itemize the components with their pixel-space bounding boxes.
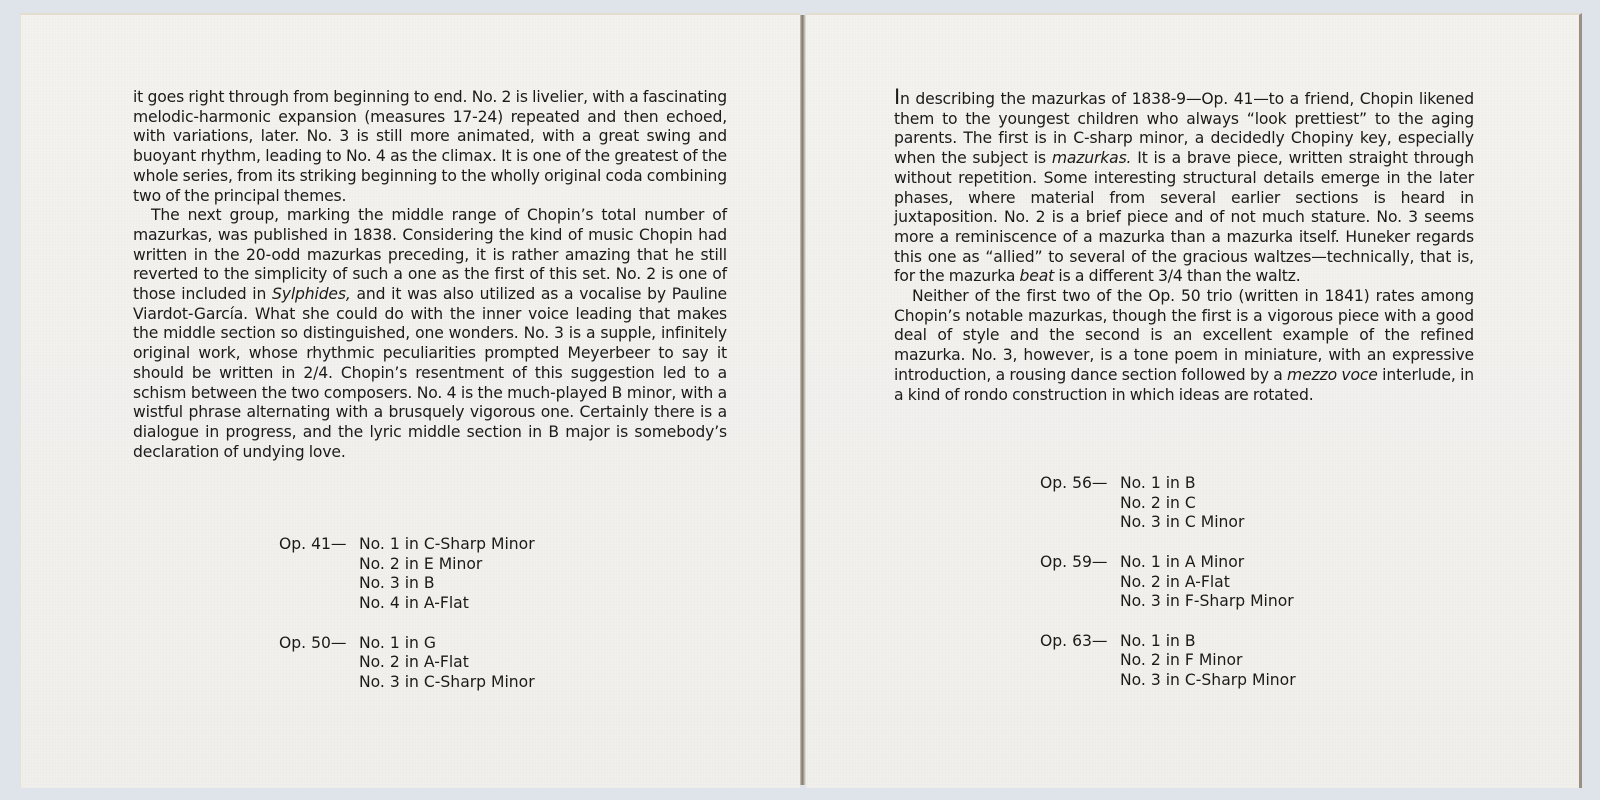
opus-item: No. 2 in A-Flat [1120, 572, 1230, 591]
italic-text: mazurkas. [1051, 149, 1132, 168]
opus-group [1040, 632, 1296, 691]
opus-label [279, 594, 359, 614]
opus-label [279, 574, 359, 594]
left-opus-list [279, 535, 535, 712]
text-run: n describing the mazurkas of 1838-9—Op. 41—to a friend, Chopin likened them to the youngest children who always “look prettiest” to the aging parents. The first is in C-sharp minor, a decidedly Chopiny key, especially when the subject is [894, 90, 1474, 168]
opus-label [1040, 651, 1120, 671]
right-opus-list [1040, 474, 1296, 710]
opus-item: No. 2 in A-Flat [359, 653, 469, 672]
opus-row [1040, 513, 1296, 533]
opus-item: No. 1 in C-Sharp Minor [359, 535, 535, 553]
opus-item: No. 2 in C [1120, 493, 1196, 512]
text-run: and it was also utilized as a vocalise by Pauline Viardot-García. What she could do with the inner voice leading that makes the middle section so distinguished, one wonders. No. 3 is a supple, infinitely original work, whose rhythmic peculiarities prompted Meyerbeer to say it should be written in 2/4. Chopin’s resentment of this suggestion led to a schism between the two composers. No. 4 is the much-played B minor, with a wistful phrase alternating with a brusquely vigorous one. Certainly there is a dialogue in progress, and the lyric middle section in B major is somebody’s declaration of undying love. [133, 285, 727, 461]
opus-row [1040, 592, 1296, 612]
opus-label [1040, 513, 1120, 533]
opus-label: Op. 63— [1040, 631, 1108, 650]
opus-row [279, 634, 535, 654]
opus-row [279, 594, 535, 614]
text-run: It is a brave piece, written straight through without repetition. Some interesting structural details emerge in the later phases, where material from several earlier sections is heard in juxtaposition. No. 2 is a brief piece and of not much stature. No. 3 seems more a reminiscence of a mazurka than a mazurka itself. Huneker regards this one as “allied” to several of the gracious waltzes—technically, that is, for the mazurka [894, 149, 1474, 286]
opus-item: No. 1 in A Minor [1120, 552, 1245, 571]
opus-row [1040, 494, 1296, 514]
paragraph [894, 87, 1474, 287]
opus-label: Op. 50— [279, 633, 347, 652]
opus-item: No. 3 in C-Sharp Minor [359, 672, 535, 691]
opus-row [1040, 651, 1296, 671]
text-run: Neither of the first two of the Op. 50 trio (written in 1841) rates among Chopin’s notable mazurkas, though the first is a vigorous piece with a good deal of style and the second is an excellent example of the refined mazurka. No. 3, however, is a tone poem in miniature, with an expressive introduction, a rousing dance section followed by a [894, 287, 1474, 384]
opus-label [1040, 494, 1120, 514]
italic-text: beat [1019, 267, 1055, 286]
opus-row [279, 535, 535, 555]
opus-item: No. 1 in B [1120, 474, 1196, 492]
opus-label [1040, 592, 1120, 612]
opus-label [279, 555, 359, 575]
right-page [806, 13, 1582, 788]
opus-label: Op. 56— [1040, 474, 1108, 492]
opus-row [1040, 553, 1296, 573]
paragraph [894, 287, 1474, 405]
text-run: interlude, in a kind of rondo construction in which ideas are rotated. [894, 365, 1475, 404]
drop-cap: I [894, 85, 901, 109]
opus-group [279, 634, 535, 693]
opus-label [279, 673, 359, 693]
opus-row [279, 555, 535, 575]
opus-row [1040, 474, 1296, 494]
text-run: is a different 3/4 than the waltz. [1054, 267, 1301, 286]
opus-label: Op. 59— [1040, 552, 1108, 571]
opus-item: No. 1 in G [359, 633, 436, 652]
opus-item: No. 2 in F Minor [1120, 651, 1243, 670]
opus-item: No. 3 in C Minor [1120, 513, 1245, 532]
opus-item: No. 2 in E Minor [359, 554, 483, 573]
opus-item: No. 1 in B [1120, 631, 1196, 650]
opus-label: Op. 41— [279, 535, 347, 553]
italic-text: Sylphides, [272, 285, 351, 304]
opus-row [1040, 573, 1296, 593]
opus-group [1040, 474, 1296, 533]
paragraph [133, 88, 727, 206]
right-page-body [894, 87, 1474, 405]
text-run: The next group, marking the middle range of Chopin’s total number of mazurkas, was published in 1838. Considering the kind of music Chopin had written in the 20-odd mazurkas preceding, it is rather amazing that he still reverted to the simplicity of such a one as the first of this set. No. 2 is one of those included in [133, 206, 727, 304]
opus-item: No. 3 in B [359, 574, 435, 593]
opus-item: No. 4 in A-Flat [359, 594, 469, 613]
opus-label [279, 653, 359, 673]
opus-group [279, 535, 535, 614]
opus-group [1040, 553, 1296, 612]
opus-row [279, 574, 535, 594]
opus-label [1040, 573, 1120, 593]
opus-item: No. 3 in C-Sharp Minor [1120, 671, 1296, 689]
opus-row [279, 653, 535, 673]
opus-label [1040, 671, 1120, 691]
text-run: it goes right through from beginning to end. No. 2 is livelier, with a fascinating melodic-harmonic expansion (measures 17-24) repeated and then echoed, with variations, later. No. 3 is still more animated, with a great swing and buoyant rhythm, leading to No. 4 as the climax. It is one of the greatest of the whole series, from its striking beginning to the wholly original coda combining two of the principal themes. [133, 88, 727, 205]
italic-text: mezzo voce [1287, 365, 1378, 384]
paragraph [133, 206, 727, 462]
opus-row [1040, 671, 1296, 691]
opus-row [279, 673, 535, 693]
left-page [20, 13, 800, 788]
left-page-body [133, 88, 727, 462]
opus-row [1040, 632, 1296, 652]
opus-item: No. 3 in F-Sharp Minor [1120, 592, 1294, 611]
